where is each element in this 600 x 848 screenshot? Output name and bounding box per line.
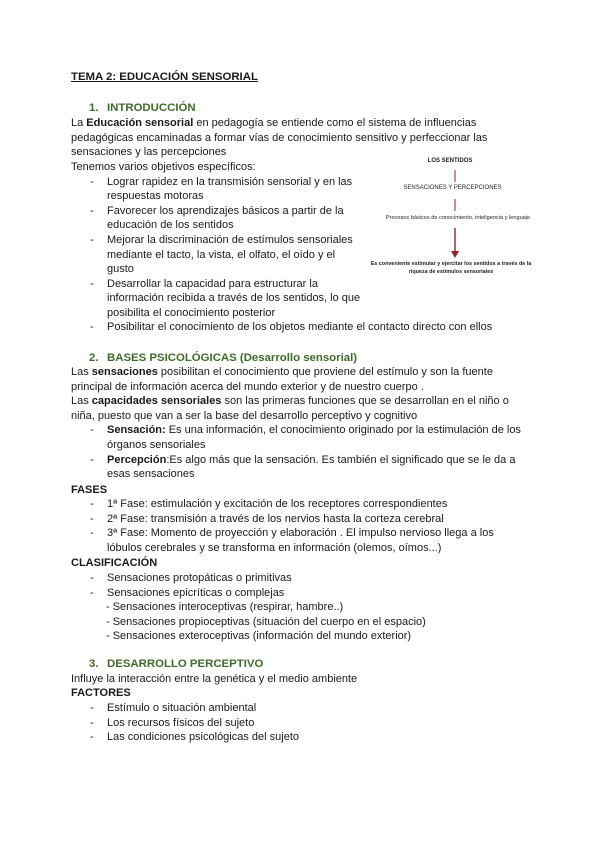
definition-term: Percepción <box>107 453 167 466</box>
intro-bold-term: Educación sensorial <box>86 117 194 129</box>
section-2-number: 2. <box>89 352 99 364</box>
section-2-title: BASES PSICOLÓGICAS (Desarrollo sensorial) <box>107 352 358 364</box>
sub-list-item: - Sensaciones interoceptivas (respirar, hambre..) <box>106 601 344 614</box>
last-objective-list <box>71 320 526 335</box>
section-3-heading <box>89 657 263 672</box>
fases-list <box>71 497 521 555</box>
list-item: - Las condiciones psicológicas del sujeto <box>71 730 526 745</box>
list-item: - Favorecer los aprendizajes básicos a partir de la educación de los sentidos <box>71 204 361 233</box>
definition-text: Es una información, el conocimiento originado por la estimulación de los órganos sensoriales <box>107 424 521 451</box>
list-item: - Lograr rapidez en la transmisión sensorial y en las respuestas motoras <box>71 175 361 204</box>
objectives-block <box>71 160 361 321</box>
p1-bold-term: sensaciones <box>91 366 158 378</box>
p2-bold-term: capacidades sensoriales <box>91 395 222 408</box>
section-1-number: 1. <box>89 102 99 114</box>
section-1-title: INTRODUCCIÓN <box>107 102 196 114</box>
section-3-body <box>71 672 526 687</box>
section-3-intro: Influye la interacción entre la genética y el medio ambiente <box>71 673 358 685</box>
p1-text: posibilitan el conocimiento que proviene del estímulo y son la fuente principal de información acerca del mundo exterior y de nuestro cuerpo . <box>71 366 493 393</box>
document-title: TEMA 2: EDUCACIÓN SENSORIAL <box>71 71 258 83</box>
intro-prefix: La <box>71 117 87 129</box>
list-item: - Sensaciones epicríticas o complejas <box>71 586 526 601</box>
diagram-top-label: LOS SENTIDOS <box>427 158 473 164</box>
section-1-heading <box>89 101 196 116</box>
sensaciones-paragraph <box>71 365 521 394</box>
intro-paragraph <box>71 116 521 160</box>
p2-prefix: Las <box>71 395 92 408</box>
definition-item <box>71 423 521 452</box>
clasificacion-list <box>71 571 526 600</box>
factores-list <box>71 701 526 745</box>
p1-prefix: Las <box>71 366 92 378</box>
section-3-title: DESARROLLO PERCEPTIVO <box>107 658 264 670</box>
fases-block <box>71 497 521 555</box>
arrow-down-icon <box>451 251 459 258</box>
fases-title: FASES <box>71 484 108 496</box>
capacidades-paragraph <box>71 394 521 423</box>
last-objective-block <box>71 320 526 335</box>
factores-block <box>71 701 526 745</box>
diagram-bottom-line-2: riqueza de estímulos sensoriales <box>408 269 494 275</box>
senses-diagram <box>355 155 545 285</box>
list-item: - Posibilitar el conocimiento de los objetos mediante el contacto directo con ellos <box>71 320 526 335</box>
section-2-body <box>71 365 521 482</box>
definition-item <box>71 453 521 482</box>
diagram-middle-label: SENSACIONES Y PERCEPCIONES <box>403 185 502 191</box>
factores-title: FACTORES <box>71 687 131 699</box>
objectives-intro: Tenemos varios objetivos específicos: <box>71 161 256 173</box>
section-1-intro <box>71 116 521 160</box>
diagram-lower-label: Procesos básicos de conocimiento, inteligencia y lenguaje <box>385 215 531 221</box>
sub-list-item: - Sensaciones exteroceptivas (información del mundo exterior) <box>106 630 412 643</box>
p2-text: son las primeras funciones que se desarrollan en el niño o niña, puesto que van a ser la base del desarrollo perceptivo y cognitivo <box>71 395 509 422</box>
section-3-number: 3. <box>89 658 99 670</box>
list-item: - Estímulo o situación ambiental <box>71 701 526 716</box>
definition-term: Sensación: <box>107 424 166 437</box>
intro-text: en pedagogía se entiende como el sistema de influencias pedagógicas encaminadas a formar vías de conocimiento sensitivo y perfeccionar las sensaciones y las percepciones <box>71 117 488 159</box>
list-item: - 1ª Fase: estimulación y excitación de los receptores correspondientes <box>71 497 521 512</box>
section-2-heading <box>89 351 357 366</box>
diagram-bottom-line-1: Es conveniente estimular y ejercitar los sentidos a través de la <box>370 261 532 267</box>
list-item: - 3ª Fase: Momento de proyección y elaboración . El impulso nervioso llega a los lóbulos cerebrales y se transforma en información (olemos, oímos...) <box>71 526 521 555</box>
definition-text: :Es algo más que la sensación. Es también el significado que se le da a esas sensaciones <box>107 453 516 481</box>
list-item: - Sensaciones protopáticas o primitivas <box>71 571 526 586</box>
list-item: - Los recursos físicos del sujeto <box>71 716 526 731</box>
definitions-list <box>71 423 521 481</box>
list-item: - Desarrollar la capacidad para estructurar la información recibida a través de los sentidos, lo que posibilita el conocimiento posterior <box>71 277 361 321</box>
objectives-list <box>71 175 361 321</box>
clasificacion-title: CLASIFICACIÓN <box>71 557 158 569</box>
clasificacion-block <box>71 571 526 644</box>
list-item: - 2ª Fase: transmisión a través de los nervios hasta la corteza cerebral <box>71 512 521 527</box>
sub-list-item: - Sensaciones propioceptivas (situación del cuerpo en el espacio) <box>106 615 426 628</box>
list-item: - Mejorar la discriminación de estímulos sensoriales mediante el tacto, la vista, el olfato, el oído y el gusto <box>71 233 361 277</box>
